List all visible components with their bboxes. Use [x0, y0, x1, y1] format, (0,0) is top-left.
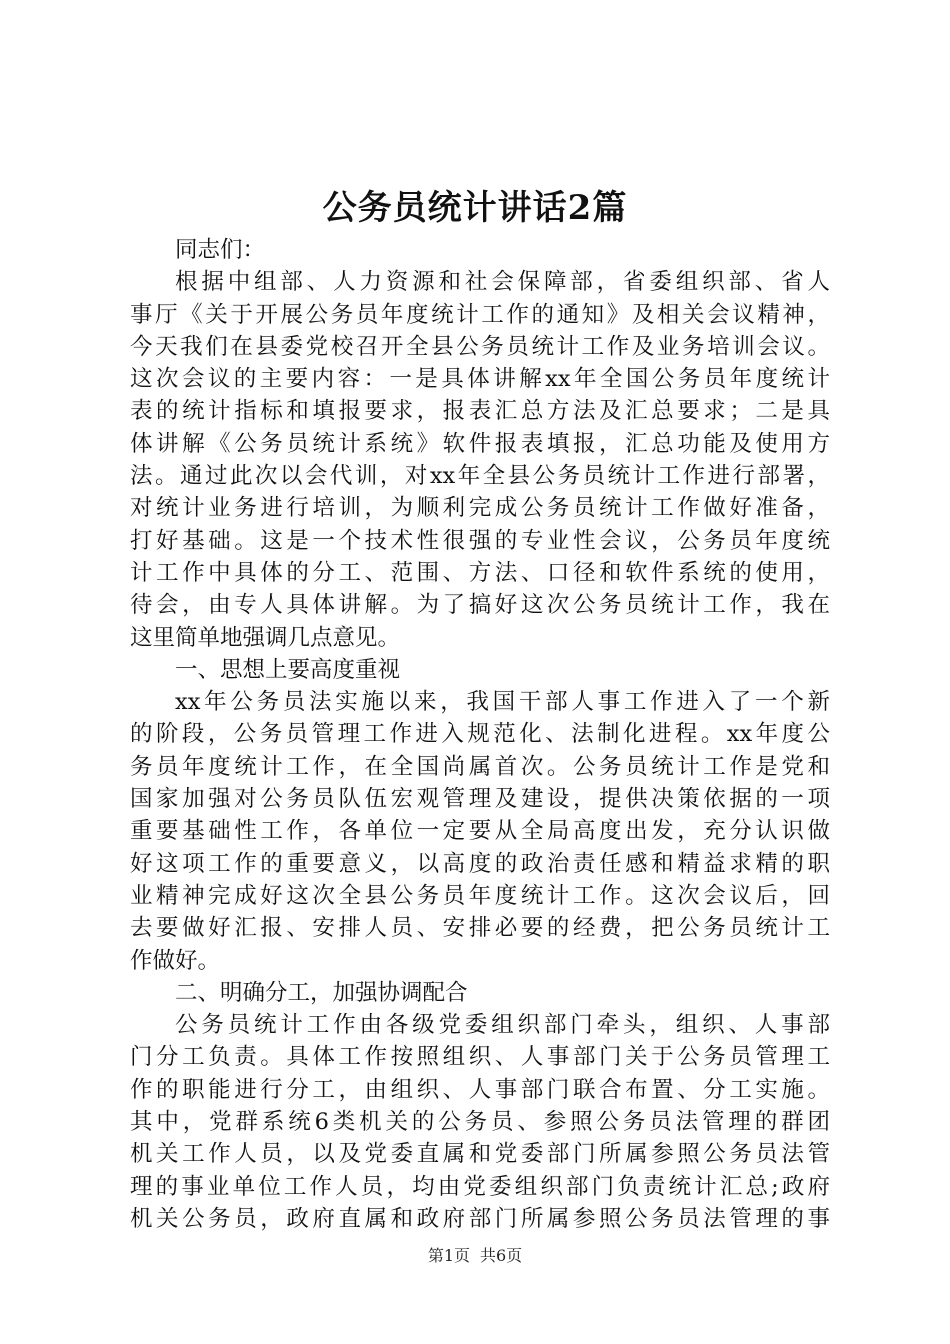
text-line: 国家加强对公务员队伍宏观管理及建设，提供决策依据的一项	[130, 786, 830, 813]
text-line: 计工作中具体的分工、范围、方法、口径和软件系统的使用，	[130, 559, 830, 586]
text-line: 同志们：	[175, 237, 266, 263]
text-line: 今天我们在县委党校召开全县公务员统计工作及业务培训会议。	[130, 333, 830, 360]
text-line: 务员年度统计工作，在全国尚属首次。公务员统计工作是党和	[130, 753, 830, 780]
text-line: 业精神完成好这次全县公务员年度统计工作。这次会议后，回	[130, 882, 830, 909]
text-line: 法。通过此次以会代训，对xx年全县公务员统计工作进行部署，	[130, 463, 830, 490]
text-line: 去要做好汇报、安排人员、安排必要的经费，把公务员统计工	[130, 915, 830, 942]
text-line: 好这项工作的重要意义，以高度的政治责任感和精益求精的职	[130, 850, 830, 877]
page-footer	[0, 1244, 950, 1268]
text-line: 重要基础性工作，各单位一定要从全局高度出发，充分认识做	[130, 818, 830, 845]
text-line: 待会，由专人具体讲解。为了搞好这次公务员统计工作，我在	[130, 592, 830, 619]
page-number: 第1页	[427, 1246, 470, 1265]
text-line: 二、明确分工，加强协调配合	[175, 979, 468, 1006]
text-line: 的阶段，公务员管理工作进入规范化、法制化进程。xx年度公	[130, 721, 830, 748]
text-line: 对统计业务进行培训，为顺利完成公务员统计工作做好准备，	[130, 495, 830, 522]
text-line: 理的事业单位工作人员，均由党委组织部门负责统计汇总;政府	[130, 1173, 830, 1200]
text-line: 体讲解《公务员统计系统》软件报表填报，汇总功能及使用方	[130, 430, 830, 457]
page-total: 共6页	[480, 1246, 523, 1265]
text-line: 打好基础。这是一个技术性很强的专业性会议，公务员年度统	[130, 527, 830, 554]
document-body	[130, 234, 830, 1235]
text-line: 作做好。	[130, 947, 221, 974]
text-line: 机关工作人员，以及党委直属和党委部门所属参照公务员法管	[130, 1141, 830, 1168]
text-line: 一、思想上要高度重视	[175, 656, 401, 683]
text-line: 作的职能进行分工，由组织、人事部门联合布置、分工实施。	[130, 1076, 830, 1103]
text-line: 公务员统计工作由各级党委组织部门牵头，组织、人事部	[175, 1012, 830, 1039]
text-line: 表的统计指标和填报要求，报表汇总方法及汇总要求；二是具	[130, 398, 830, 425]
document-title: 公务员统计讲话2篇	[322, 188, 628, 228]
text-line: 根据中组部、人力资源和社会保障部，省委组织部、省人	[175, 269, 830, 296]
text-line: 这里简单地强调几点意见。	[130, 624, 401, 651]
text-line: xx年公务员法实施以来，我国干部人事工作进入了一个新	[175, 689, 830, 716]
text-line: 机关公务员，政府直属和政府部门所属参照公务员法管理的事	[130, 1205, 830, 1232]
text-line: 事厅《关于开展公务员年度统计工作的通知》及相关会议精神，	[130, 301, 830, 328]
text-line: 其中，党群系统6类机关的公务员、参照公务员法管理的群团	[130, 1109, 830, 1136]
text-line: 这次会议的主要内容：一是具体讲解xx年全国公务员年度统计	[130, 366, 830, 393]
text-line: 门分工负责。具体工作按照组织、人事部门关于公务员管理工	[130, 1044, 830, 1071]
